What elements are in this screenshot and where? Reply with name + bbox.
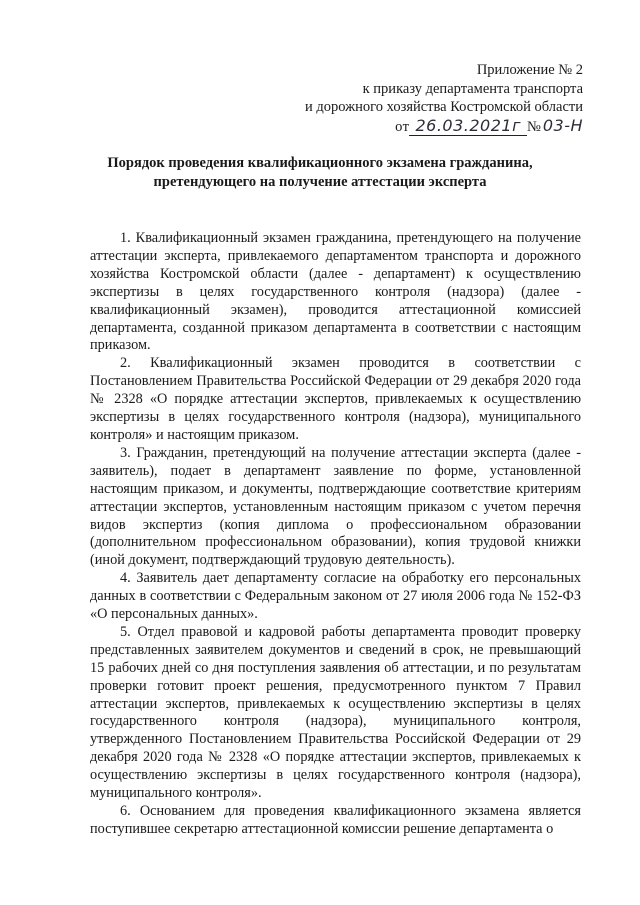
paragraph-3: 3. Гражданин, претендующий на получение аттестации эксперта (далее - заявитель), подает в департамент заявление по форме, установленной настоящим приказом, и документы, подтверждающие соответствие критериям аттестации экспертов, установленным настоящим приказом с учетом перечня видов экспертиз (копия диплома о профессиональном образовании (дополнительном профессиональном образовании), копия трудовой книжки (иной документ, подтверждающий трудовую деятельность). [90,444,581,569]
title-line-2: претендующего на получение аттестации эксперта [153,174,487,190]
appendix-line-2: и дорожного хозяйства Костромской области [305,99,583,115]
order-date-line [305,117,583,136]
title-line-1: Порядок проведения квалификационного экзамена гражданина, [107,155,533,171]
document-body [90,230,581,839]
number-label: № [526,118,541,135]
handwritten-date: 26.03.2021г [409,116,527,136]
date-prefix: от [395,118,410,135]
paragraph-5: 5. Отдел правовой и кадровой работы департамента проводит проверку представленных заявителем документов и сведений в срок, не превышающий 15 рабочих дней со дня поступления заявления об аттестации, и по результатам проверки готовит проект решения, предусмотренного пунктом 7 Правил аттестации экспертов, привлекаемых к осуществлению экспертизы в целях государственного контроля (надзора), муниципального контроля, утвержденного Постановлением Правительства Российской Федерации от 29 декабря 2020 года № 2328 «О порядке аттестации экспертов, привлекаемых к осуществлению экспертизы в целях государственного контроля (надзора), муниципального контроля». [90,623,581,802]
appendix-header [305,61,583,136]
appendix-line-1: к приказу департамента транспорта [362,80,583,97]
paragraph-1: 1. Квалификационный экзамен гражданина, претендующего на получение аттестации эксперта, привлекаемого департаментом транспорта и дорожного хозяйства Костромской области (далее - департамент) к осуществлению экспертизы в целях государственного контроля (надзора) (далее - квалификационный экзамен), проводится аттестационной комиссией департамента, созданной приказом департамента в соответствии с настоящим приказом. [90,230,581,354]
appendix-title: Приложение № 2 [476,62,583,78]
document-title [60,154,580,192]
paragraph-6: 6. Основанием для проведения квалификационного экзамена является поступившее секретарю аттестационной комиссии решение департамента о [90,803,581,837]
paragraph-4: 4. Заявитель дает департаменту согласие на обработку его персональных данных в соответствии с Федеральным законом от 27 июля 2006 года № 152-ФЗ «О персональных данных». [90,570,581,623]
handwritten-number: 03-Н [542,115,583,135]
paragraph-2: 2. Квалификационный экзамен проводится в соответствии с Постановлением Правительства Российской Федерации от 29 декабря 2020 года № 2328 «О порядке аттестации экспертов, привлекаемых к осуществлению экспертизы в целях государственного контроля (надзора), муниципального контроля» и настоящим приказом. [90,355,581,443]
